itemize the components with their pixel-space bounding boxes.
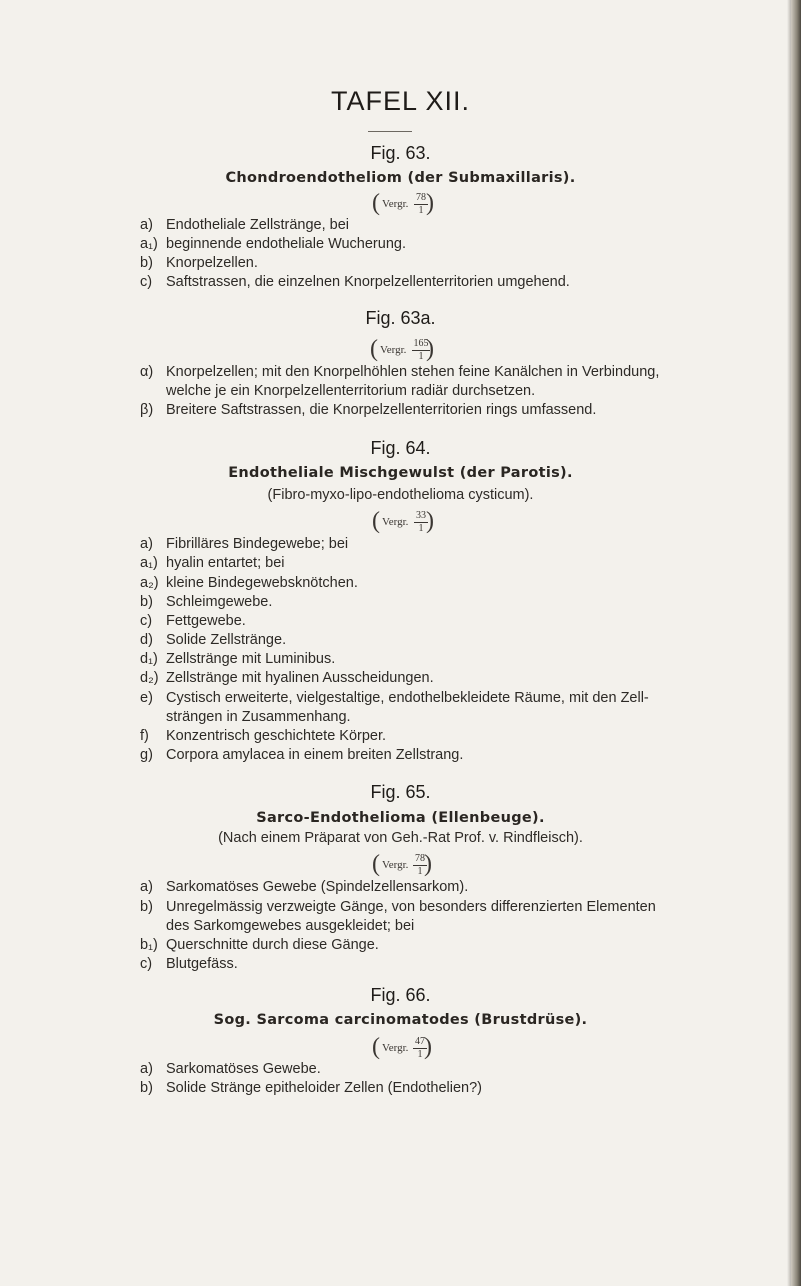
binding-edge xyxy=(791,0,801,1286)
figure-63-heading: Chondroendotheliom (der Submaxillaris). xyxy=(225,170,576,186)
title-divider xyxy=(368,131,412,132)
plate-title: TAFEL XII. xyxy=(330,86,471,116)
figure-65-heading: Sarco-Endothelioma (Ellenbeuge). xyxy=(256,810,545,826)
figure-66-magnification: ( Vergr. $\frac{47}{1}$ ) xyxy=(372,1034,432,1060)
plate-page: TAFEL XII. Fig. 63. Chondroendotheliom (der Submaxillaris). ( Vergr. $\frac{78}{1}$ ) a) Endotheliale Zellstränge, bei a₁) beginnende endotheliale Wucherung. b) Knorpelzellen. c) Saftstrassen, die einzelnen Knorpelzellenterritorien umgehend. Fig. 63a. ( Vergr. $\frac{165}{1}$ ) α) Knorpelzellen; mit den Knorpelhöhlen stehen feine Kanälchen in Verbindung, welche je ein Knorpelzellenterritorium radiär durchsetzen. β) Breitere Saftstrassen, die Knorpelzellenterritorien rings umfassend. Fig. 64. Endotheliale Mischgewulst (der Parotis). (Fibro-myxo-lipo-endothelioma cysticum). ( Vergr. $\frac{33}{1}$ ) a) Fibrilläres Bindegewebe; bei a₁) hyalin entartet; bei a₂) kleine Bindegewebsknötchen. b) Schleimgewebe. c) Fettgewebe. d) Solide Zellstränge. d₁) Zellstränge mit Luminibus. d₂) Zellstränge mit hyalinen Ausscheidungen. e) Cystisch erweiterte, vielgestaltige, endothelbekleidete Räume, mit den Zell- strängen in Zusammenhang. f) Konzentrisch geschichtete Körper. g) Corpora amylacea in einem breiten Zellstrang. Fig. 65. Sarco-Endothelioma (Ellenbeuge). (Nach einem Präparat von Geh.-Rat Prof. v. Rindfleisch). ( Vergr. $\frac{78}{1}$ ) a) Sarkomatöses Gewebe (Spindelzellensarkom). b) Unregelmässig verzweigte Gänge, von besonders differenzierten Elementen des Sarkomgewebes ausgekleidet; bei b₁) Querschnitte durch diese Gänge. c) Blutgefäss. Fig. 66. Sog. Sarcoma carcinomatodes (Brustdrüse). ( Vergr. $\frac{47}{1}$ ) a) Sarkomatöses Gewebe. b) Solide Stränge epitheloider Zellen (Endothelien?) xyxy=(0,0,801,1286)
figure-66-heading: Sog. Sarcoma carcinomatodes (Brustdrüse). xyxy=(213,1012,588,1028)
figure-63a-magnification: ( Vergr. $\frac{165}{1}$ ) xyxy=(370,336,434,362)
legend-item-continuation: des Sarkomgewebes ausgekleidet; bei xyxy=(166,918,415,934)
figure-64-subtitle: (Fibro-myxo-lipo-endothelioma cysticum). xyxy=(267,487,534,503)
figure-65-subtitle: (Nach einem Präparat von Geh.-Rat Prof. v. Rindfleisch). xyxy=(218,830,583,846)
figure-63a-number: Fig. 63a. xyxy=(365,308,436,328)
figure-63-number: Fig. 63. xyxy=(370,143,431,163)
figure-66-number: Fig. 66. xyxy=(370,985,431,1005)
figure-65-magnification: ( Vergr. $\frac{78}{1}$ ) xyxy=(372,851,432,877)
legend-item-continuation: welche je ein Knorpelzellenterritorium radiär durchsetzen. xyxy=(166,383,536,399)
figure-65-number: Fig. 65. xyxy=(370,782,431,802)
legend-item-continuation: strängen in Zusammenhang. xyxy=(166,709,351,725)
figure-63-magnification: ( Vergr. $\frac{78}{1}$ ) xyxy=(372,190,434,216)
figure-64-number: Fig. 64. xyxy=(370,438,431,458)
figure-64-magnification: ( Vergr. $\frac{33}{1}$ ) xyxy=(372,508,434,534)
binding-shadow xyxy=(787,0,791,1286)
figure-64-heading: Endotheliale Mischgewulst (der Parotis). xyxy=(228,465,573,481)
